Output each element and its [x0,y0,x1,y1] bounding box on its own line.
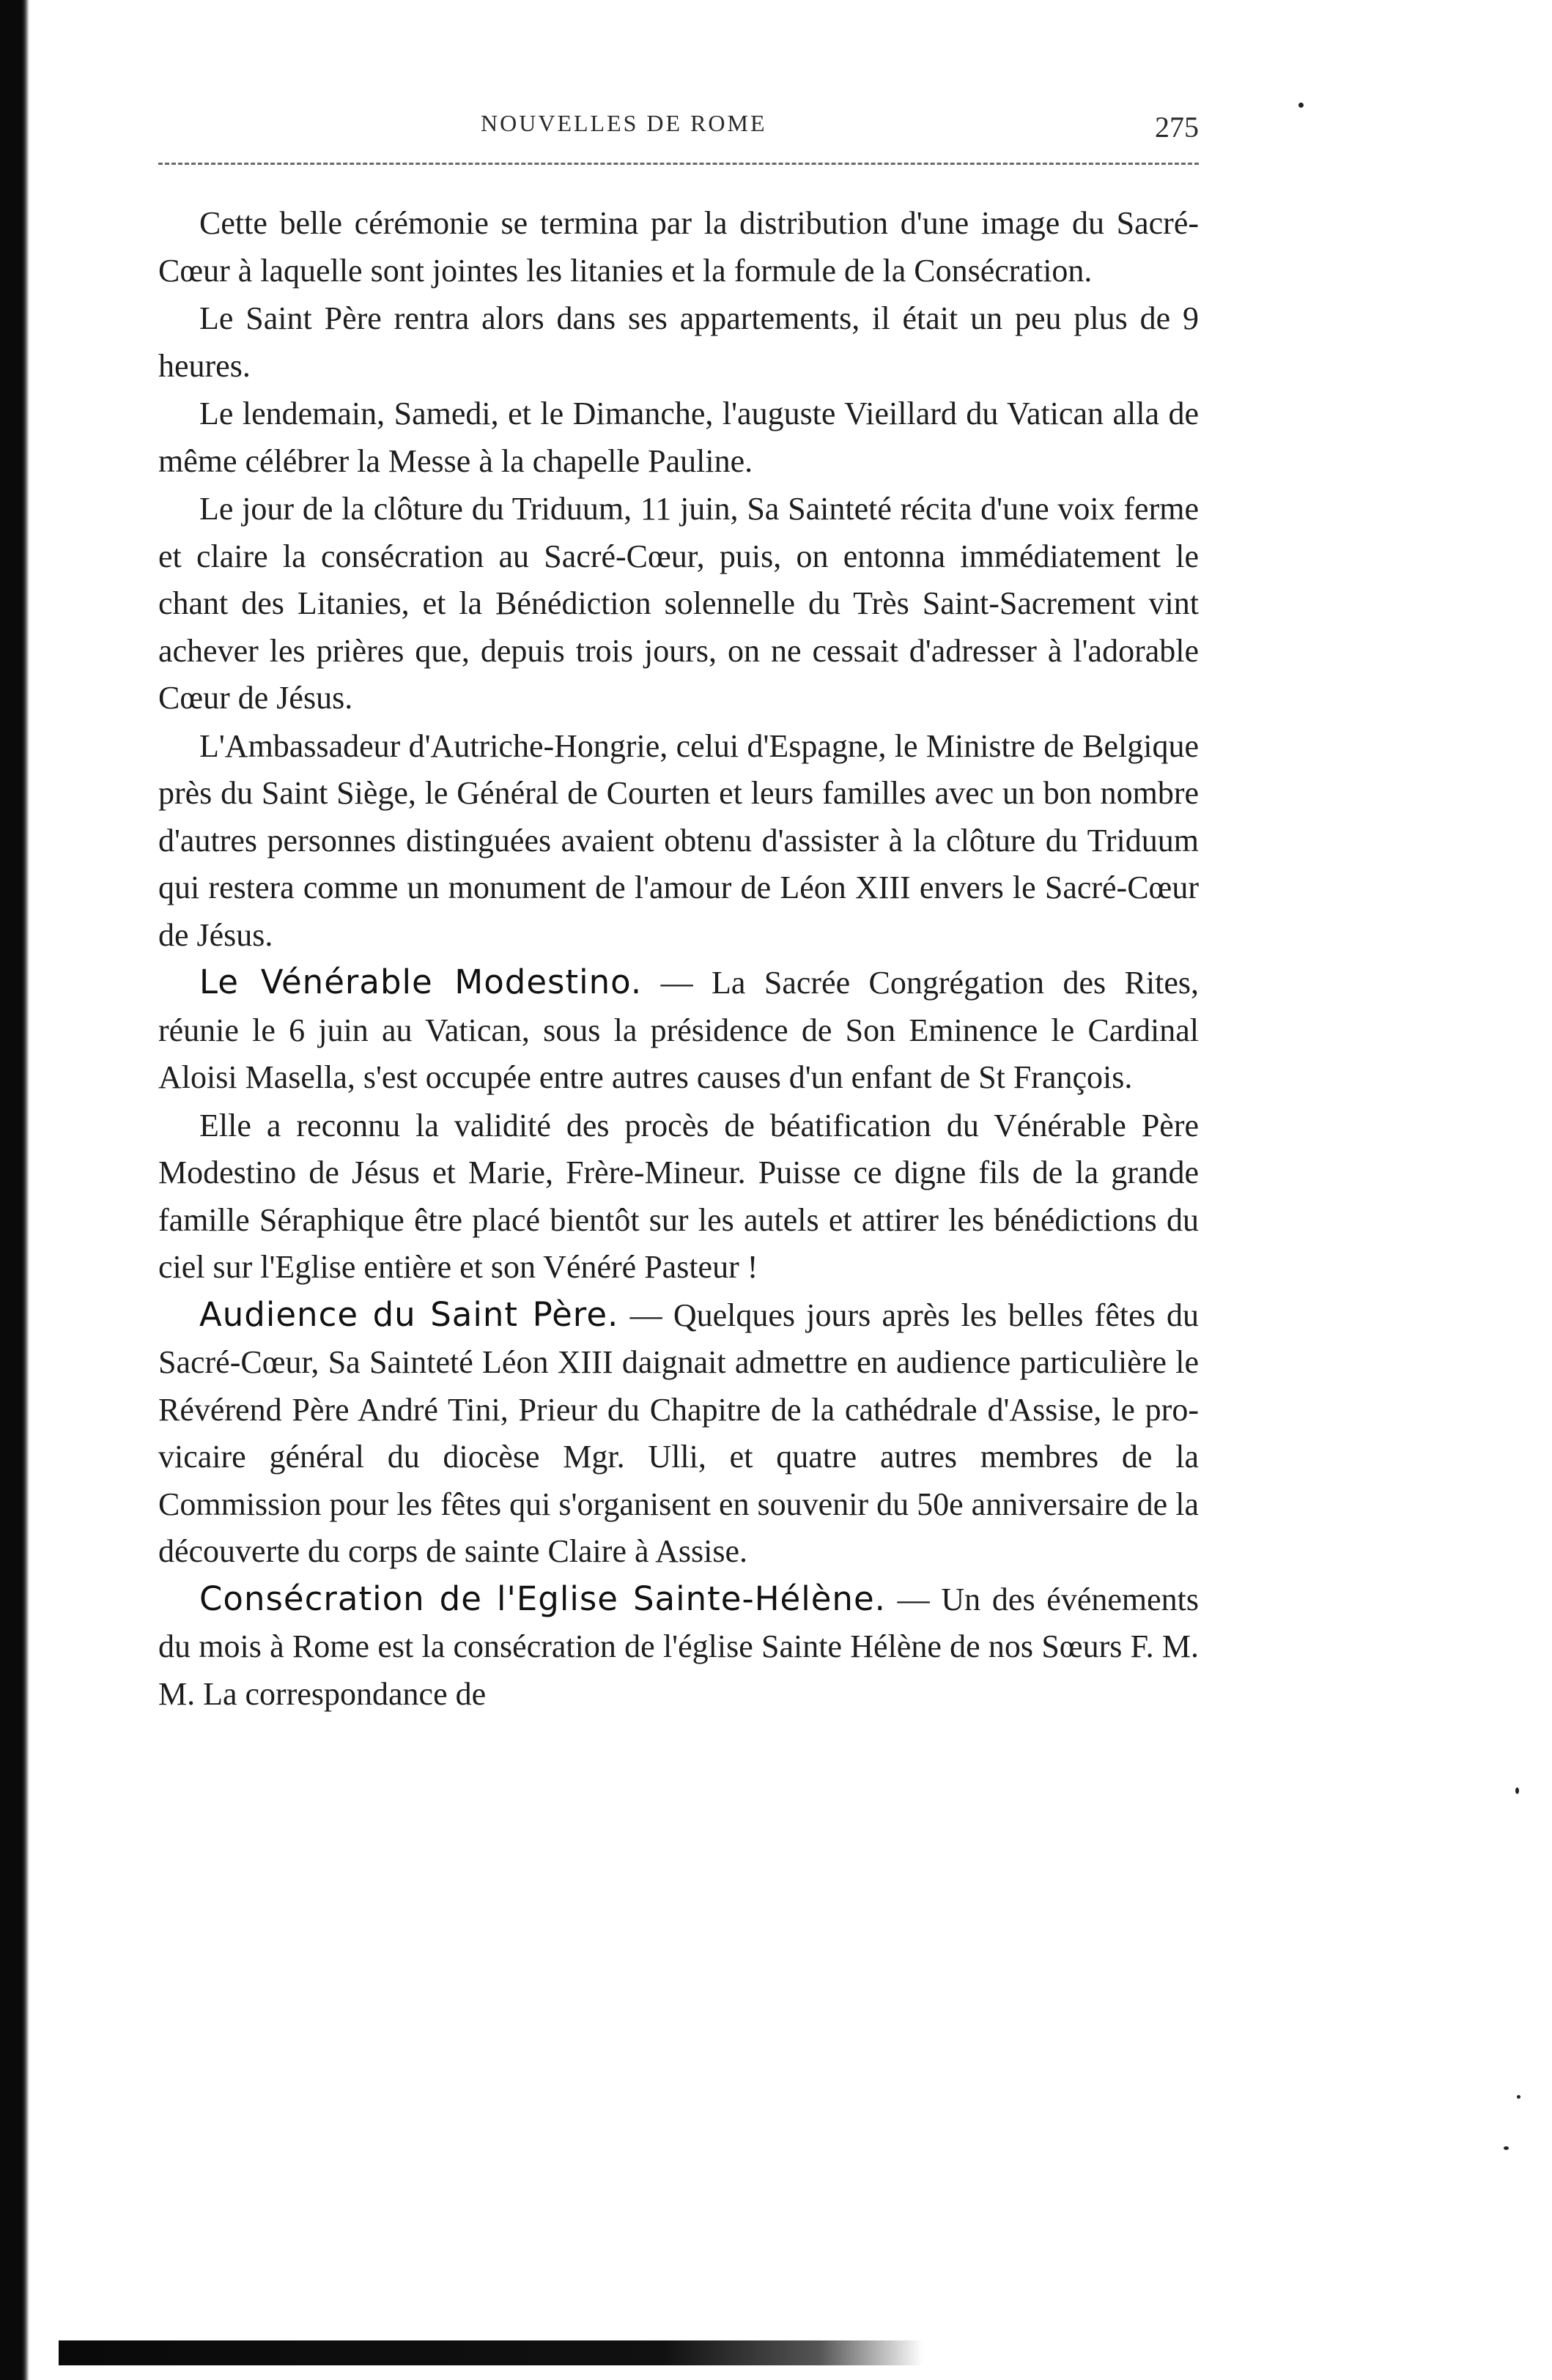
section-heading-consecration: Consécration de l'Eglise Sainte-Hélène. [199,1579,886,1618]
scan-speck [1298,103,1304,108]
paragraph-text: Le lendemain, Samedi, et le Dimanche, l'auguste Vieillard du Vatican alla de même célébrer la Messe à la chapelle Pauline. [158,396,1199,479]
paragraph [158,199,1199,294]
paragraph [158,1102,1199,1291]
paragraph-text: — Quelques jours après les belles fêtes du Sacré-Cœur, Sa Sainteté Léon XIII daignait admettre en audience particulière le Révérend Père André Tini, Prieur du Chapitre de la cathédrale d'Assise, le pro-vicaire général du diocèse Mgr. Ulli, et quatre autres membres de la Commission pour les fêtes qui s'organisent en souvenir du 50e anniversaire de la découverte du corps de sainte Claire à Assise. [158,1297,1199,1569]
scan-bottom-bar [59,2340,923,2365]
running-title: NOUVELLES DE ROME [481,110,767,136]
page-number: 275 [1155,111,1199,144]
paragraph [158,485,1199,722]
binding-edge [0,0,29,2380]
paragraph-text: L'Ambassadeur d'Autriche-Hongrie, celui d'Espagne, le Ministre de Belgique près du Saint Siège, le Général de Courten et leurs familles avec un bon nombre d'autres personnes distinguées avaient obtenu d'assister à la clôture du Triduum qui restera comme un monument de l'amour de Léon XIII envers le Sacré-Cœur de Jésus. [158,727,1199,953]
paragraph [158,390,1199,485]
paragraph-text: — La Sacrée Congrégation des Rites, réunie le 6 juin au Vatican, sous la présidence de Son Eminence le Cardinal Aloisi Masella, s'est occupée entre autres causes d'un enfant de St François. [158,965,1199,1095]
running-head [158,110,1199,154]
paragraph [158,1291,1199,1576]
paragraph [158,959,1199,1102]
paragraph [158,1576,1199,1719]
scan-speck [1517,2095,1520,2099]
paragraph-text: Elle a reconnu la validité des procès de béatification du Vénérable Père Modestino de Jésus et Marie, Frère-Mineur. Puisse ce digne fils de la grande famille Séraphique être placé bientôt sur les autels et attirer les bénédictions du ciel sur l'Eglise entière et son Vénéré Pasteur ! [158,1107,1199,1285]
paragraph-text: Cette belle cérémonie se termina par la distribution d'une image du Sacré-Cœur à laquelle sont jointes les litanies et la formule de la Consécration. [158,205,1199,289]
paragraph [158,722,1199,960]
paragraph-text: Le jour de la clôture du Triduum, 11 juin, Sa Sainteté récita d'une voix ferme et claire la consécration au Sacré-Cœur, puis, on entonna immédiatement le chant des Litanies, et la Bénédiction solennelle du Très Saint-Sacrement vint achever les prières que, depuis trois jours, on ne cessait d'adresser à l'adorable Cœur de Jésus. [158,491,1199,716]
scan-speck [1515,1787,1519,1794]
header-rule [158,163,1199,165]
section-heading-audience: Audience du Saint Père. [199,1294,619,1334]
paragraph [158,294,1199,390]
paragraph-text: Le Saint Père rentra alors dans ses appartements, il était un peu plus de 9 heures. [158,300,1199,384]
paragraph-text: — Un des événements du mois à Rome est la consécration de l'église Sainte Hélène de nos Sœurs F. M. M. La correspondance de [158,1581,1199,1712]
scan-speck [1504,2146,1509,2150]
section-heading-venerable-modestino: Le Vénérable Modestino. [199,963,643,1001]
body-text [158,199,1199,1718]
